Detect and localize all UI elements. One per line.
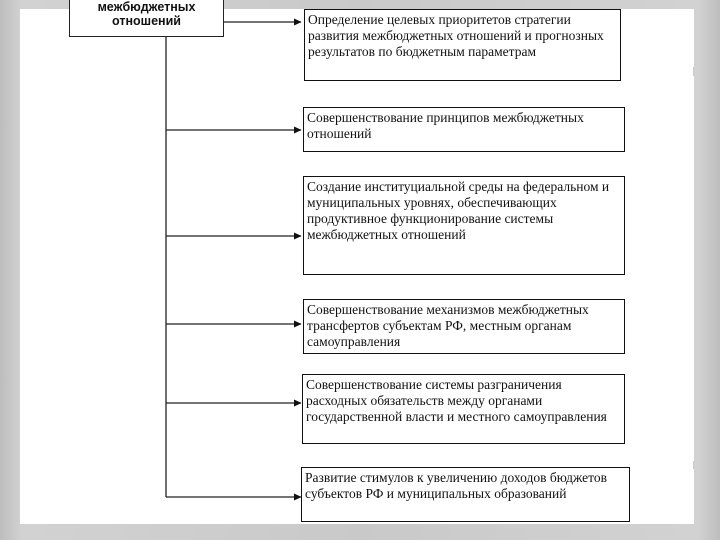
goal-text-3: Создание институциальной среды на федеральном и муниципальных уровнях, обеспечивающих продуктивное функционирование системы межбюджетных отношений [307,179,610,242]
edge-tick-bottom [693,461,694,469]
goal-box-1 [304,9,621,81]
goal-text-1: Определение целевых приоритетов стратегии развития межбюджетных отношений и прогнозных результатов по бюджетным параметрам [308,12,604,59]
root-node-line-2: отношений [112,14,181,28]
goal-text-5: Совершенствование системы разграничения расходных обязательств между органами государственной власти и местного самоуправления [306,377,607,424]
edge-tick-top [693,67,694,76]
root-node-box [69,0,224,37]
goal-box-6 [301,467,630,522]
goal-box-3 [303,176,625,275]
root-node-line-1: межбюджетных [97,0,196,14]
goal-box-2 [303,107,625,152]
goal-text-6: Развитие стимулов к увеличению доходов бюджетов субъектов РФ и муниципальных образований [305,470,607,501]
goal-box-4 [303,299,625,354]
goal-text-2: Совершенствование принципов межбюджетных отношений [307,110,584,141]
goal-box-5 [302,374,625,444]
slide-canvas [20,0,694,524]
goal-text-4: Совершенствование механизмов межбюджетных трансфертов субъектам РФ, местным органам самоуправления [307,302,589,349]
